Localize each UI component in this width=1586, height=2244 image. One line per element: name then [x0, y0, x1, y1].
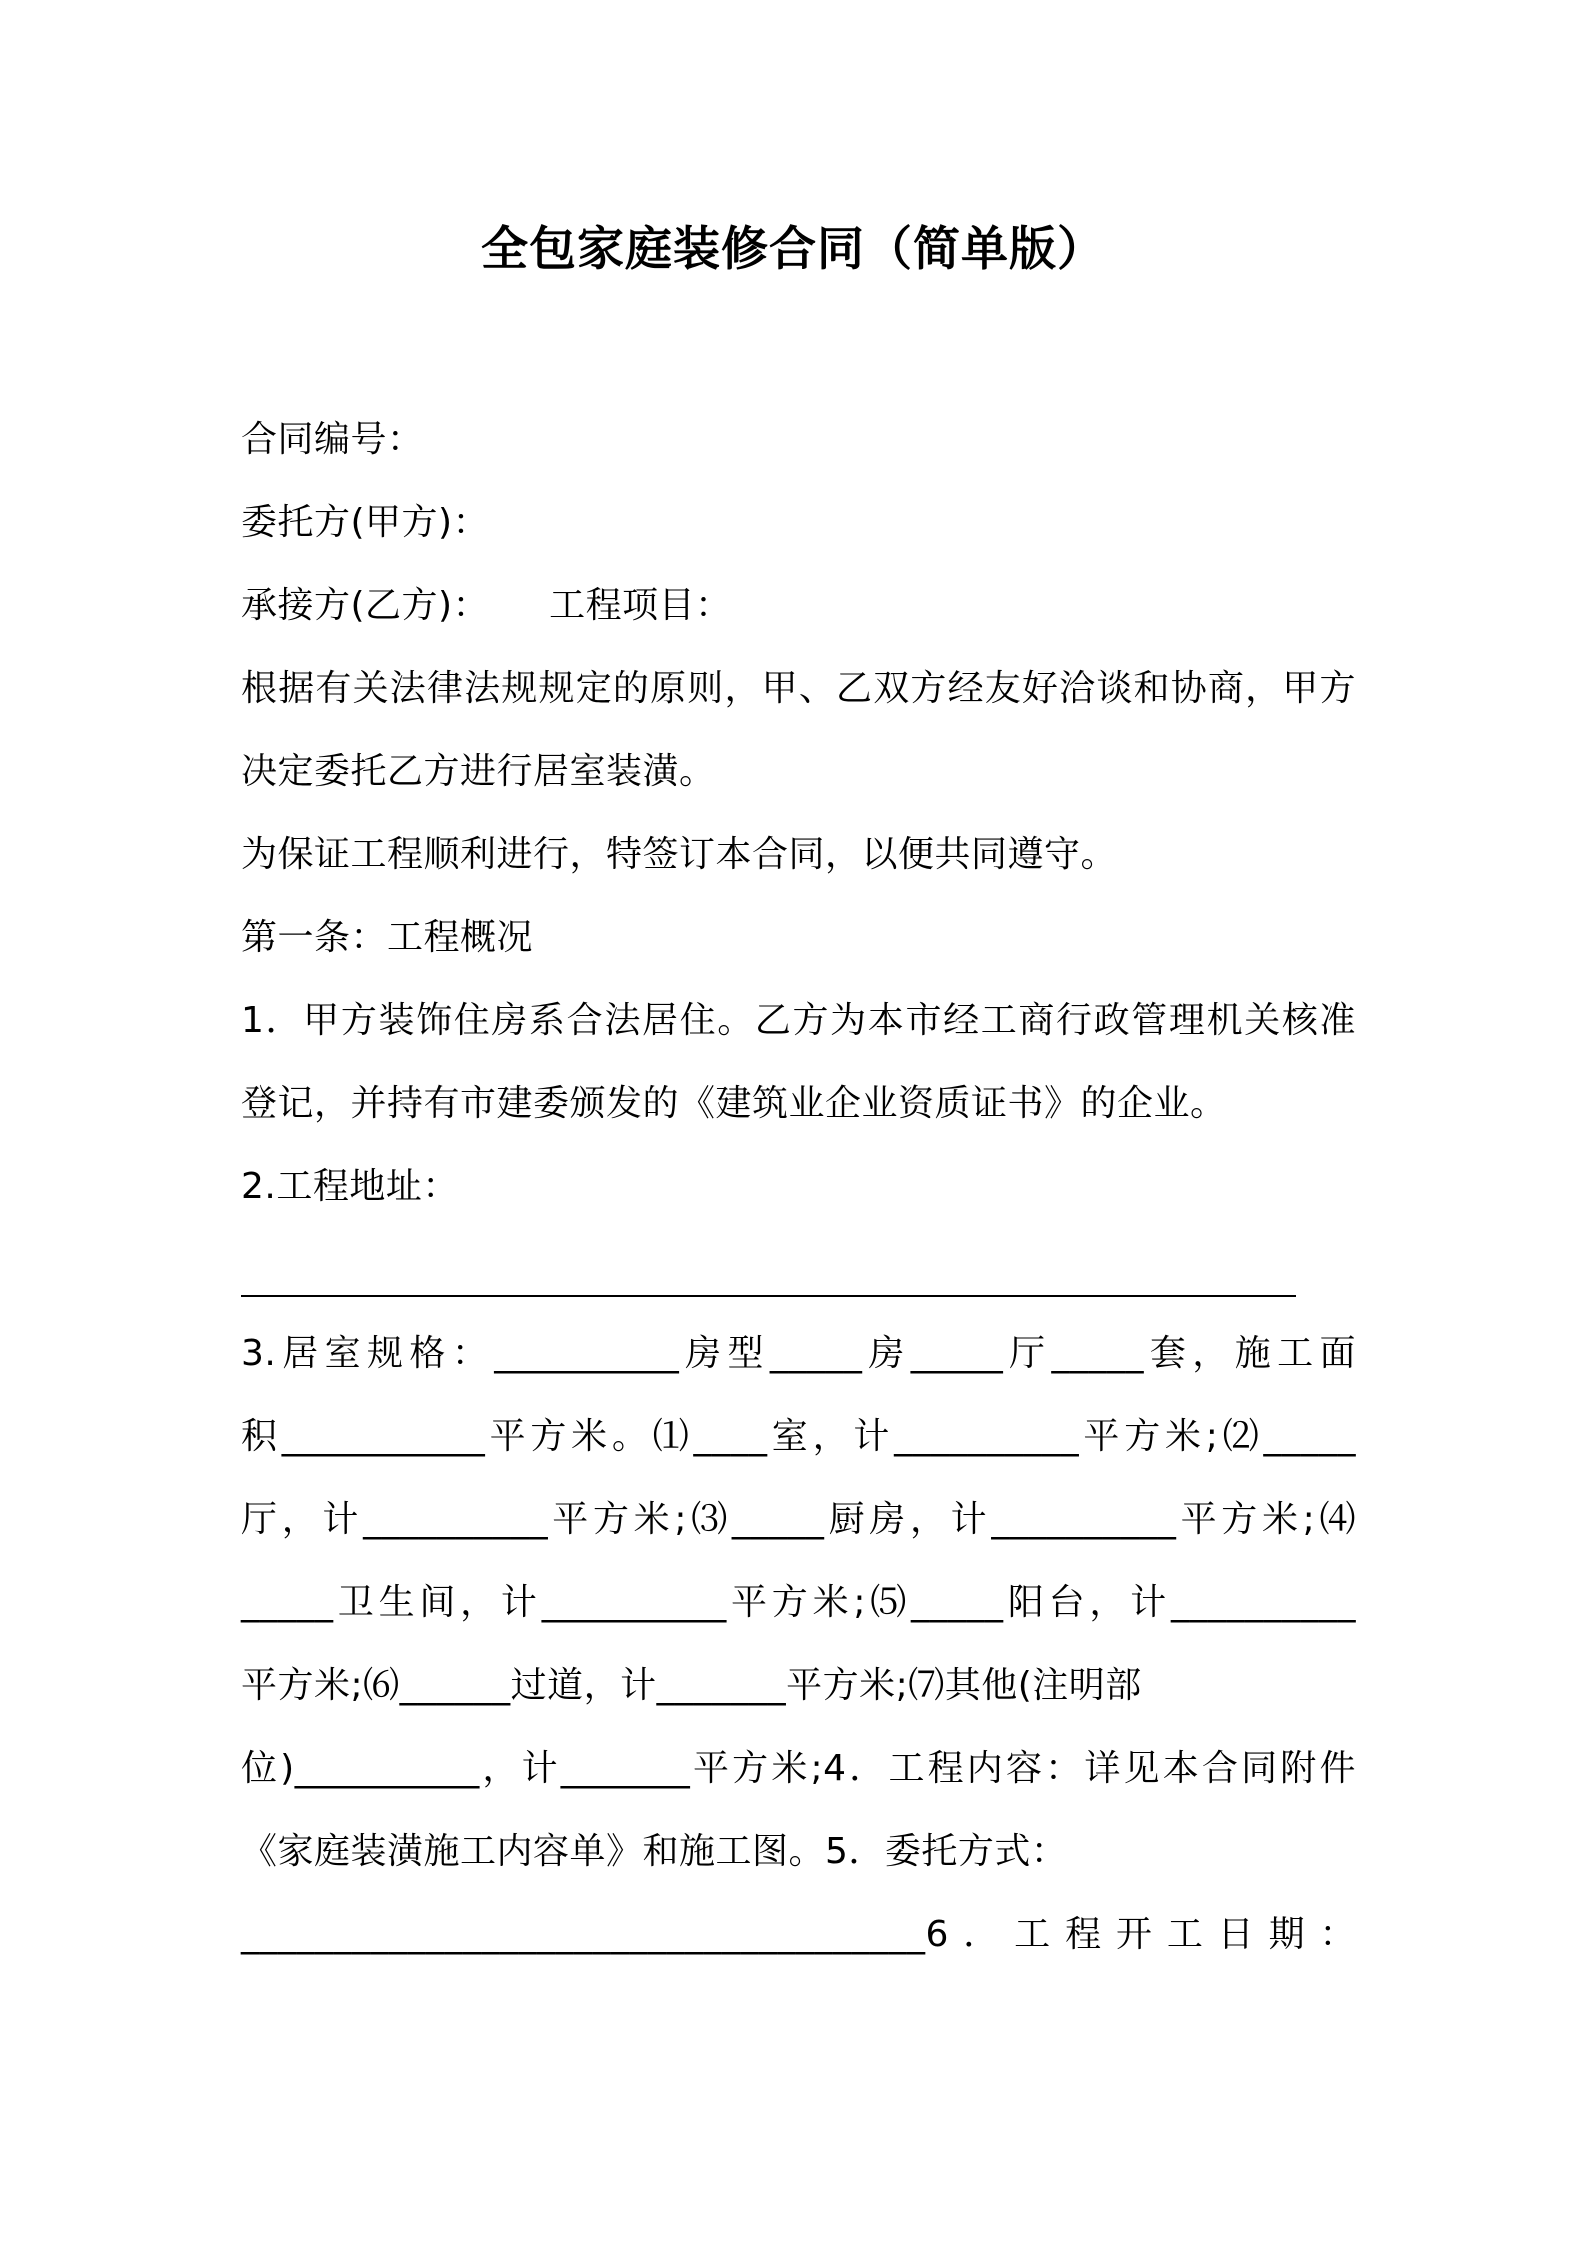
item-4-line-2: 《家庭装潢施工内容单》和施工图。5．委托方式： [241, 1831, 1068, 1872]
item-3-line-1: 3.居室规格：__________房型_____房_____厅_____套，施工面 [241, 1333, 1356, 1374]
item-1-line-1: 1．甲方装饰住房系合法居住。乙方为本市经工商行政管理机关核准 [241, 1000, 1356, 1041]
party-b-label: 承接方(乙方)： [241, 585, 490, 626]
party-a-label: 委托方(甲方)： [241, 502, 490, 543]
item-1-line-2: 登记，并持有市建委颁发的《建筑业企业资质证书》的企业。 [241, 1083, 1227, 1124]
purpose-paragraph: 为保证工程顺利进行，特签订本合同，以便共同遵守。 [241, 834, 1118, 875]
item-2-address-label: 2.工程地址： [241, 1166, 459, 1207]
item-3-line-4: _____卫生间，计__________平方米;⑸_____阳台，计__________ [241, 1582, 1356, 1623]
project-label: 工程项目： [549, 585, 732, 626]
intro-line-2: 决定委托乙方进行居室装潢。 [241, 751, 716, 792]
address-blank-line [241, 1295, 1296, 1297]
intro-line-1: 根据有关法律法规规定的原则，甲、乙双方经友好洽谈和协商，甲方 [241, 668, 1356, 709]
document-title: 全包家庭装修合同（简单版） [481, 222, 1105, 277]
item-3-line-5: 平方米;⑹______过道，计_______平方米;⑺其他(注明部 [241, 1665, 1142, 1706]
party-b-row [241, 581, 732, 631]
item-3-line-6: 位)__________，计_______平方米;4．工程内容：详见本合同附件 [241, 1748, 1356, 1789]
article-1-heading: 第一条：工程概况 [241, 917, 534, 958]
item-3-line-2: 积___________平方米。⑴____室，计__________平方米;⑵_____ [241, 1416, 1356, 1457]
item-3-line-3: 厅，计__________平方米;⑶_____厨房，计__________平方米;⑷ [241, 1499, 1356, 1540]
contract-number-label: 合同编号： [241, 419, 424, 460]
item-6-start-date-line: _____________________________________6．工程开工日期： [241, 1914, 1356, 1955]
